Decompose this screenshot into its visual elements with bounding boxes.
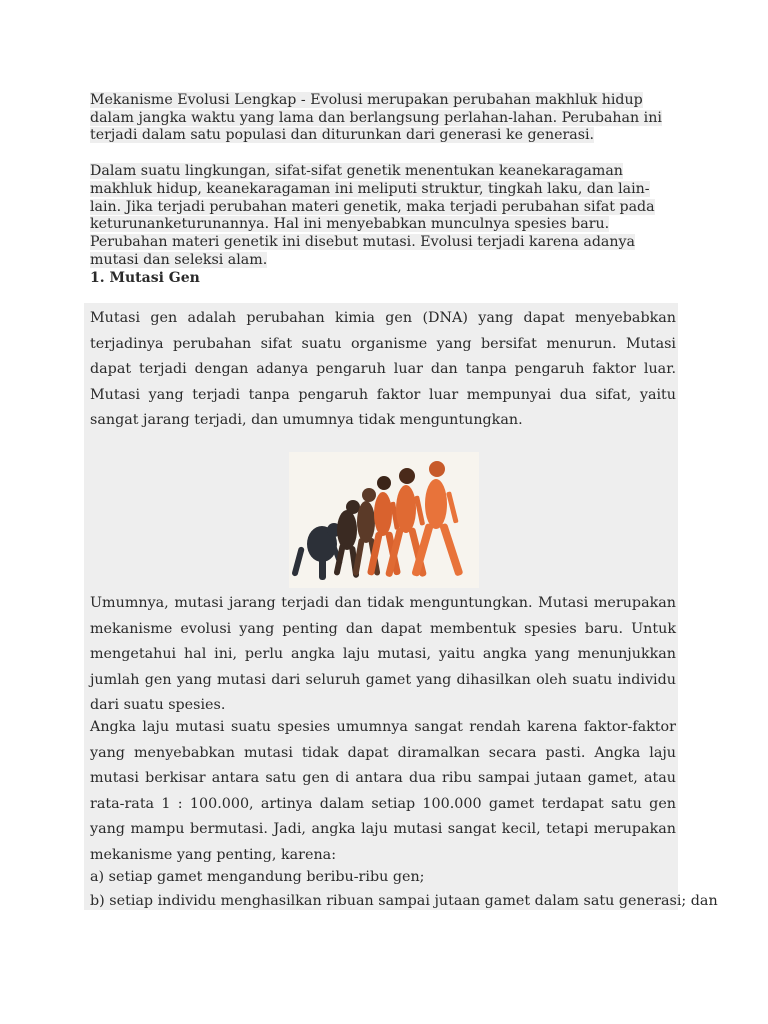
section-paragraph-3: Angka laju mutasi suatu spesies umumnya sangat rendah karena faktor-faktor yang menyebabkan mutasi tidak dapat diramalkan secara pasti. Angka laju mutasi berkisar antara satu gen di antara dua ribu sampai jutaan gamet, atau rata-rata 1 : 100.000, artinya dalam setiap 100.000 gamet terdapat satu gen yang mampu bermutasi. Jadi, angka laju mutasi sangat kecil, tetapi merupakan mekanisme yang penting, karena: (90, 719, 676, 863)
intro-paragraph-2-text: Dalam suatu lingkungan, sifat-sifat genetik menentukan keanekaragaman makhluk hidup, keanekaragaman ini meliputi struktur, tingkah laku, dan lain-lain. Jika terjadi perubahan materi genetik, maka terjadi perubahan sifat pada keturunanketurunannya. Hal ini menyebabkan munculnya spesies baru. Perubahan materi genetik ini disebut mutasi. Evolusi terjadi karena adanya mutasi dan seleksi alam. (90, 163, 655, 268)
list-item: a) setiap gamet mengandung beribu-ribu gen; (90, 869, 425, 885)
evolution-illustration (289, 452, 479, 588)
evolution-figures-svg (289, 452, 479, 588)
intro-paragraph-2 (90, 163, 680, 270)
intro-paragraph-1-text: Mekanisme Evolusi Lengkap - Evolusi merupakan perubahan makhluk hidup dalam jangka waktu yang lama dan berlangsung perlahan-lahan. Perubahan ini terjadi dalam satu populasi dan diturunkan dari generasi ke generasi. (90, 92, 662, 143)
section-heading: 1. Mutasi Gen (90, 270, 200, 286)
intro-paragraph-1 (90, 92, 680, 145)
list-item: b) setiap individu menghasilkan ribuan sampai jutaan gamet dalam satu generasi; dan (90, 893, 718, 909)
section-paragraph-2: Umumnya, mutasi jarang terjadi dan tidak menguntungkan. Mutasi merupakan mekanisme evolusi yang penting dan dapat membentuk spesies baru. Untuk mengetahui hal ini, perlu angka laju mutasi, yaitu angka yang menunjukkan jumlah gen yang mutasi dari seluruh gamet yang dihasilkan oleh suatu individu dari suatu spesies. (90, 595, 676, 713)
section-paragraph-1: Mutasi gen adalah perubahan kimia gen (DNA) yang dapat menyebabkan terjadinya perubahan sifat suatu organisme yang bersifat menurun. Mutasi dapat terjadi dengan adanya pengaruh luar dan tanpa pengaruh faktor luar. Mutasi yang terjadi tanpa pengaruh faktor luar mempunyai dua sifat, yaitu sangat jarang terjadi, dan umumnya tidak menguntungkan. (90, 310, 676, 428)
